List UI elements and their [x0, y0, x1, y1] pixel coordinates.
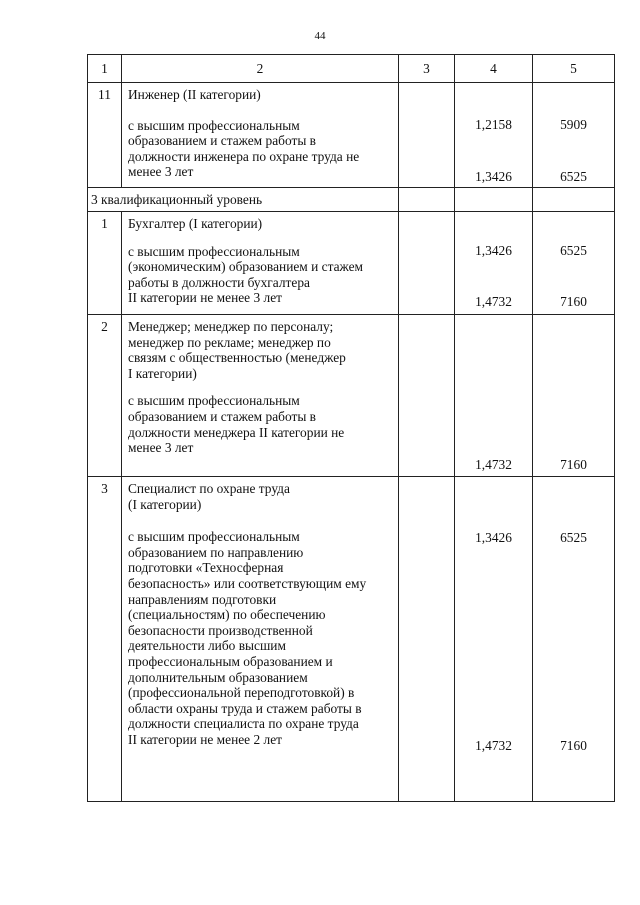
empty-cell [399, 83, 455, 188]
requirement-line: (специальностям) по обеспечению [128, 607, 326, 623]
requirement-line: области охраны труда и стажем работы в [128, 700, 362, 716]
coefficient-cell [455, 477, 533, 802]
salary-value: 6525 [560, 169, 587, 184]
salary-value: 7160 [560, 457, 587, 472]
row-number: 11 [88, 83, 122, 188]
coefficient-value: 1,4732 [475, 738, 512, 753]
requirement-line: (экономическим) образованием и стажем [128, 259, 364, 275]
row-number: 1 [88, 212, 122, 315]
requirement-line: безопасность» или соответствующим ему [128, 575, 367, 591]
position-title-line: Специалист по охране труда [128, 481, 290, 496]
requirement-line: II категории не менее 3 лет [128, 290, 282, 306]
table-row [88, 212, 615, 315]
salary-cell [533, 83, 615, 188]
requirement-line: профессиональным образованием и [128, 653, 333, 669]
position-title-line: Менеджер; менеджер по персоналу; [128, 319, 334, 334]
header-cell: 2 [122, 55, 399, 83]
table-row [88, 477, 615, 802]
salary-table [87, 54, 615, 802]
header-cell: 4 [455, 55, 533, 83]
coefficient-cell [455, 83, 533, 188]
empty-cell [455, 188, 533, 212]
header-cell: 5 [533, 55, 615, 83]
requirement-line: с высшим профессиональным [128, 243, 300, 259]
coefficient-value: 1,2158 [475, 117, 512, 132]
coefficient-cell [455, 315, 533, 477]
header-cell: 1 [88, 55, 122, 83]
coefficient-value: 1,4732 [475, 457, 512, 472]
salary-value: 6525 [560, 530, 587, 545]
salary-cell [533, 477, 615, 802]
empty-cell [399, 315, 455, 477]
position-title-line: (I категории) [128, 496, 202, 512]
requirement-line: с высшим профессиональным [128, 529, 300, 545]
requirement-line: должности специалиста по охране труда [128, 716, 359, 732]
position-description [122, 315, 399, 477]
table-row [88, 188, 615, 212]
empty-cell [399, 212, 455, 315]
table-row [88, 315, 615, 477]
requirement-line: (профессиональной переподготовкой) в [128, 685, 355, 701]
empty-cell [399, 477, 455, 802]
position-title-line: I категории) [128, 365, 197, 381]
requirement-line: менее 3 лет [128, 164, 194, 180]
salary-cell [533, 315, 615, 477]
position-title-line: менеджер по рекламе; менеджер по [128, 334, 331, 350]
requirement-line: должности менеджера II категории не [128, 424, 345, 440]
requirement-line: с высшим профессиональным [128, 117, 300, 133]
requirement-line: направлениям подготовки [128, 591, 277, 607]
empty-cell [399, 188, 455, 212]
requirement-line: менее 3 лет [128, 440, 194, 456]
requirement-line: работы в должности бухгалтера [128, 274, 310, 290]
coefficient-value: 1,3426 [475, 243, 512, 258]
requirement-line: с высшим профессиональным [128, 393, 300, 409]
position-title-line: связям с общественностью (менеджер [128, 350, 346, 366]
page-number: 44 [314, 30, 326, 42]
requirement-line: деятельности либо высшим [128, 638, 286, 654]
coefficient-value: 1,4732 [475, 294, 512, 309]
table-header-row [88, 55, 615, 83]
coefficient-value: 1,3426 [475, 530, 512, 545]
salary-cell [533, 212, 615, 315]
requirement-line: образованием и стажем работы в [128, 133, 316, 149]
table-row [88, 83, 615, 188]
position-title: Инженер (II категории) [128, 87, 261, 102]
coefficient-cell [455, 212, 533, 315]
empty-cell [533, 188, 615, 212]
requirement-line: подготовки «Техносферная [128, 560, 284, 576]
salary-value: 7160 [560, 294, 587, 309]
position-title: Бухгалтер (I категории) [128, 216, 263, 231]
position-description [122, 83, 399, 188]
requirement-line: безопасности производственной [128, 622, 313, 638]
position-description [122, 477, 399, 802]
requirement-line: должности инженера по охране труда не [128, 148, 360, 164]
header-cell: 3 [399, 55, 455, 83]
row-number: 2 [88, 315, 122, 477]
requirement-line: дополнительным образованием [128, 669, 308, 685]
qualification-level: 3 квалификационный уровень [88, 188, 399, 212]
position-description [122, 212, 399, 315]
requirement-line: образованием и стажем работы в [128, 408, 316, 424]
salary-value: 6525 [560, 243, 587, 258]
requirement-line: II категории не менее 2 лет [128, 731, 282, 747]
row-number: 3 [88, 477, 122, 802]
salary-value: 5909 [560, 117, 587, 132]
coefficient-value: 1,3426 [475, 169, 512, 184]
requirement-line: образованием по направлению [128, 544, 304, 560]
salary-value: 7160 [560, 738, 587, 753]
